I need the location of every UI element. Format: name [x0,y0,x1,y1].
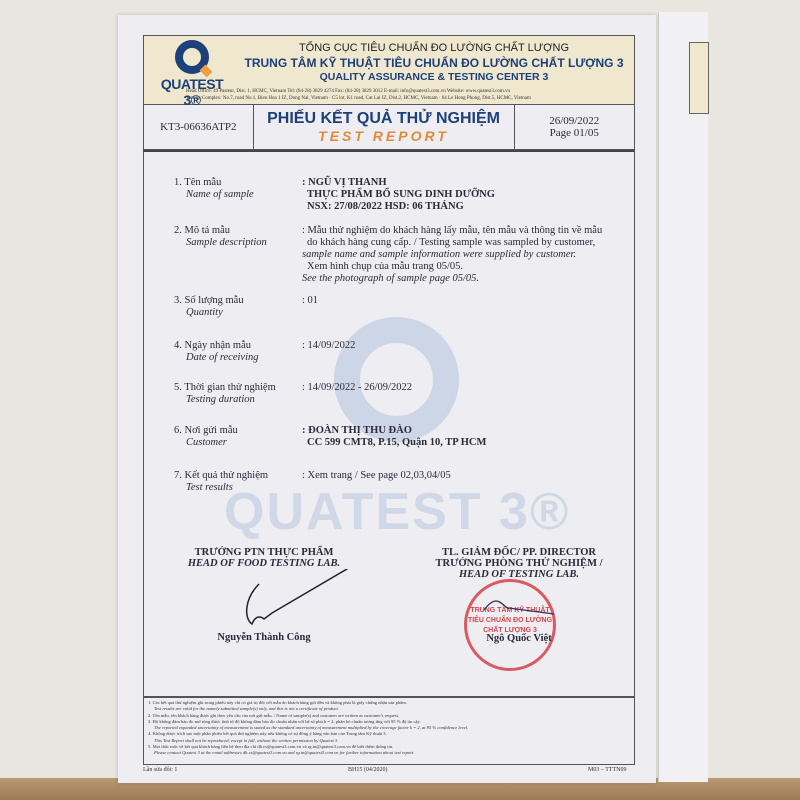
testing-complex: Testing Complex: No.7, road No.1, Bien Hoa 1 IZ, Dong Nai, Vietnam · C5 lot, K1 road, Cat Lai IZ, Dist.2, HCMC, Vietnam · 64 Le Hong Phong, Dist.5, HCMC, Vietnam [186,96,531,101]
letterhead [143,35,635,108]
note-line: 3. Độ không đảm bảo đo mở rộng được tính từ độ không đảm bảo đo chuẩn nhân với hệ số phủ k = 2, phân bố chuẩn tương ứng với 95 % độ tin cậy. [148,718,421,724]
org-line-1: TỔNG CỤC TIÊU CHUẨN ĐO LƯỜNG CHẤT LƯỢNG [298,42,570,54]
field-row [174,225,622,285]
note-line: 5. Mọi thắc mắc về kết quả khách hàng liên hệ theo địa chỉ dh.cs@quatest3.com.vn và rg.tn@quatest3.com.vn để biết thêm thông tin. [148,744,394,750]
note-line: Test results are valid for the namely submitted sample(s) only, and this is not a certificate of product. [154,706,339,712]
quatest-logo: QUATEST 3® [152,40,232,108]
field-label: 5. Thời gian thử nghiệm Testing duration [174,382,276,405]
field-value: : Mẫu thử nghiệm do khách hàng lấy mẫu, tên mẫu và thông tin về mẫu do khách hàng cung cấp. / Testing sample was sampled by customer, sample name and sample information were supplied by customer. Xem hình chụp của mẫu trang 05/05. See the photograph of sample page 05/05. [302,225,603,284]
field-value: : NGŨ VỊ THANH THỰC PHẨM BỔ SUNG DINH DƯỠNG NSX: 27/08/2022 HSD: 06 THÁNG [302,177,495,212]
field-row [174,295,622,319]
red-stamp: TRUNG TÂM KỸ THUẬT TIÊU CHUẨN ĐO LƯỜNG CHẤT LƯỢNG 3 [464,579,556,671]
note-line: This Test Report shall not be reproduced, except in full, without the written permission by Quatest 3. [154,737,339,743]
report-date-page: 26/09/2022 Page 01/05 [549,115,600,139]
note-line: 1. Các kết quả thử nghiệm ghi trong phiếu này chỉ có giá trị đối với mẫu do khách hàng gửi đến và không phải là giấy chứng nhận sản phẩm. [148,700,407,705]
field-value: : ĐOÀN THỊ THU ĐÀO CC 599 CMT8, P.15, Quận 10, TP HCM [302,425,487,448]
revision: Lần sửa đổi: 1 [143,767,178,773]
field-label: 2. Mô tả mẫu Sample description [174,225,267,248]
report-code: KT3-06636ATP2 [144,105,254,149]
signature-left [164,569,364,629]
title-row [143,105,635,150]
note-line: 2. Tên mẫu, tên khách hàng được ghi theo yêu cầu của nơi gửi mẫu. / Name of sample(s) and customer are written as customer's request. [148,712,400,718]
field-value: : 14/09/2022 - 26/09/2022 [302,382,412,393]
watermark-text: QUATEST 3® [224,483,571,541]
org-line-3: QUALITY ASSURANCE & TESTING CENTER 3 [319,71,549,83]
field-row [174,382,622,406]
field-label: 4. Ngày nhận mẫu Date of receiving [174,340,259,363]
second-page [658,12,708,782]
field-row [174,340,622,364]
doc-code: M03 – TTTN09 [588,767,627,773]
field-label: 7. Kết quả thử nghiệm Test results [174,470,269,493]
left-signatory: TRƯỞNG PTN THỰC PHẨM HEAD OF FOOD TESTING LAB. Nguyễn Thành Công [164,547,364,643]
report-body [143,150,635,697]
field-value: : Xem trang / See page 02,03,04/05 [302,470,451,481]
right-signatory: TL. GIÁM ĐỐC/ PP. DIRECTOR TRƯỞNG PHÒNG THỬ NGHIỆM / HEAD OF TESTING LAB. Ngô Quốc Việt [404,547,634,644]
field-label: 1. Tên mẫu Name of sample [174,177,254,200]
head-office: Head Office: 49 Pasteur, Dist. 1, HCMC, Vietnam Tel: (84-28) 3829 4274 Fax: (84-28) 3829 3012 E-mail: info@quatest3.com.vn Website: www.quatest3.com.vn [186,89,510,94]
field-row [174,177,622,213]
test-report-page [118,15,656,783]
note-line: 4. Không được trích sao một phần phiếu kết quả thử nghiệm này nếu không có sự đồng ý bằng văn bản của Trung tâm Kỹ thuật 3. [148,731,387,737]
field-row [174,425,622,449]
q-logo-icon [175,40,209,74]
note-line: The reported expanded uncertainty of measurement is stated as the standard uncertainty of measurement multiplied by the coverage factor k = 2, at 95 % confidence level. [154,725,469,731]
field-value: : 14/09/2022 [302,340,356,351]
form-code: BH15 (04/2020) [348,767,388,773]
field-label: 3. Số lượng mẫu Quantity [174,295,244,318]
report-title: PHIẾU KẾT QUẢ THỬ NGHIỆM TEST REPORT [254,105,515,149]
signature-right [404,580,634,630]
field-row [174,470,622,494]
watermark-q-icon [334,317,459,442]
notes [143,697,635,765]
field-label: 6. Nơi gửi mẫu Customer [174,425,238,448]
note-line: Please contact Quatest 3 at the email addresses dh.cs@quatest3.com.vn and rg.tn@quatest3.com.vn for further information about test report. [154,750,415,756]
field-value: : 01 [302,295,319,306]
org-line-2: TRUNG TÂM KỸ THUẬT TIÊU CHUẨN ĐO LƯỜNG CHẤT LƯỢNG 3 [244,56,624,70]
